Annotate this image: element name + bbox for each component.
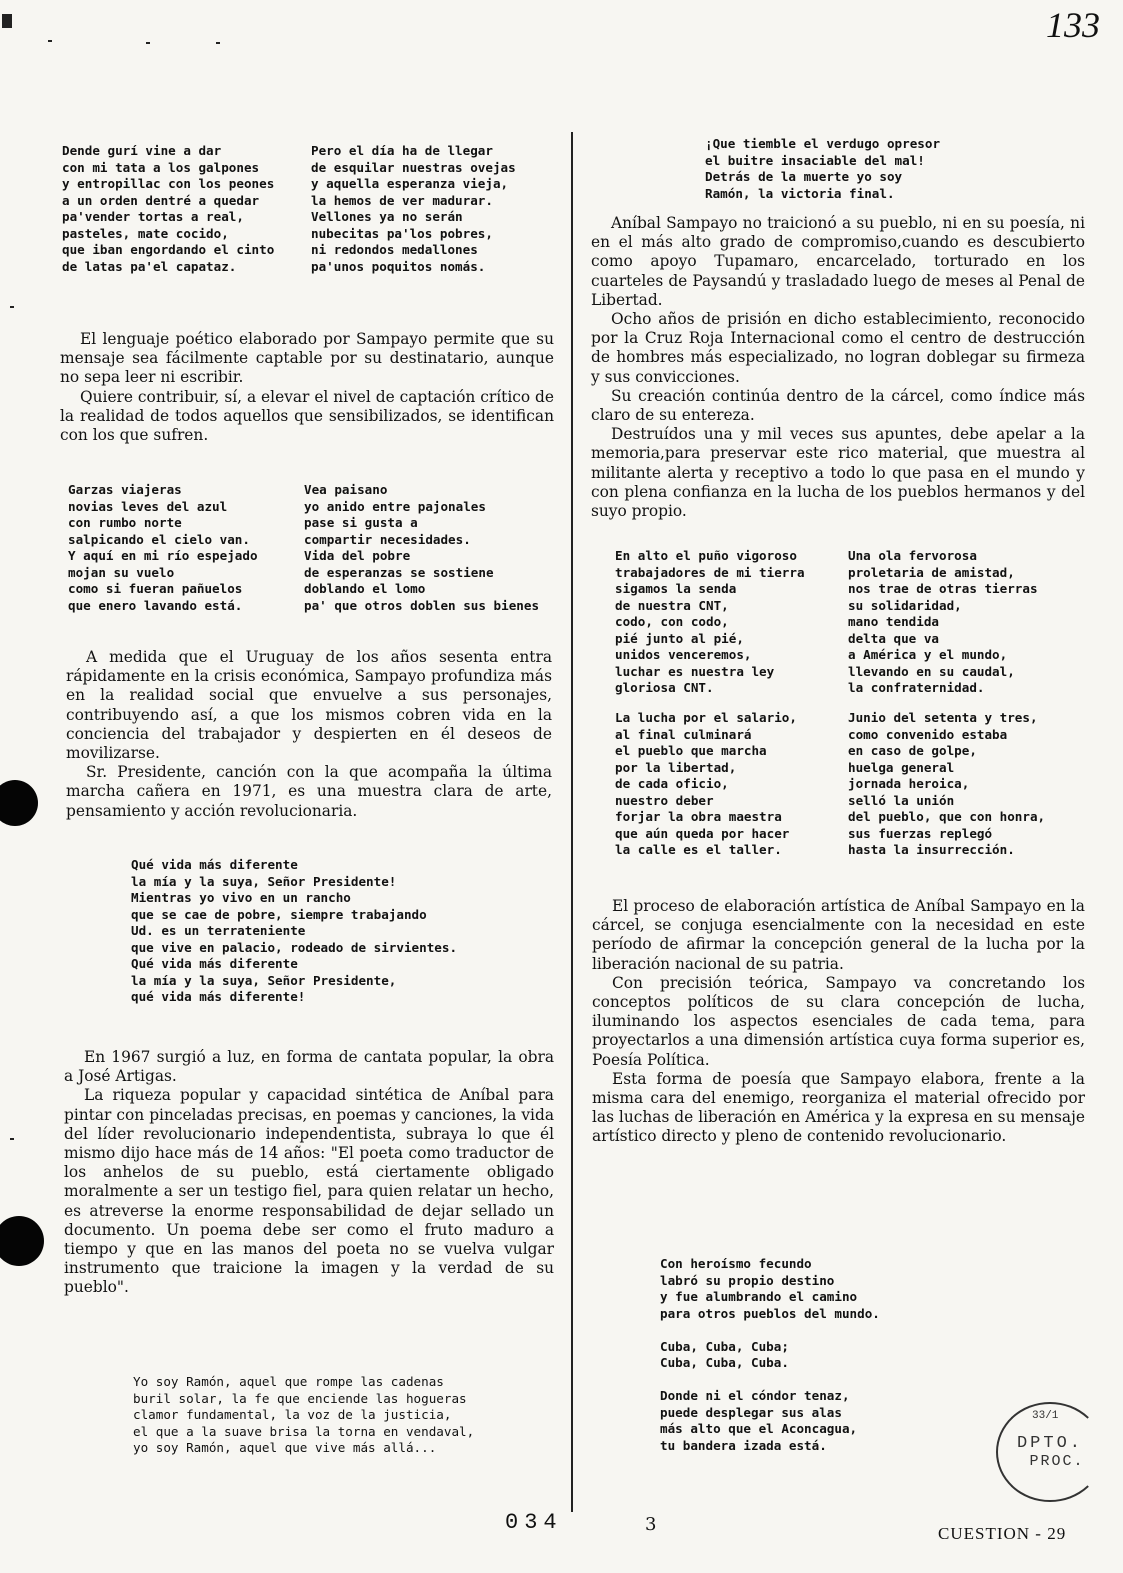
verse-line: forjar la obra maestra xyxy=(615,809,782,824)
paragraph: Con precisión teórica, Sampayo va concretando los conceptos políticos de su clara concepción de lucha, iluminando los aspectos esenciales de cada tema, para proyectarlos a una dimensión artística cuya forma superior es, Poesía Política. xyxy=(592,973,1085,1069)
paragraph: Esta forma de poesía que Sampayo elabora, frente a la misma cara del enemigo, reorganiza el material ofrecido por las luchas de liberación en América y la expresa en su mensaje artístico directo y pleno de contenido revolucionario. xyxy=(592,1069,1085,1146)
verse-line: Ramón, la victoria final. xyxy=(705,185,895,201)
verse-line: Vida del pobre xyxy=(304,548,411,563)
verse-line: que aún queda por hacer xyxy=(615,825,790,841)
verse-line xyxy=(660,1372,880,1389)
verse-line: Ud. es un terrateniente xyxy=(131,923,306,938)
verse-line: Detrás de la muerte yo soy xyxy=(705,169,903,184)
verse-line: la hemos de ver madurar. xyxy=(311,192,493,208)
paragraph: A medida que el Uruguay de los años sesenta entra rápidamente en la crisis económica, Sampayo profundiza más en la realidad social que envuelve a sus personajes, contribuyendo así, a que los mismos cobren vida en la conciencia del trabajador y despierten en él deseos de movilizarse. xyxy=(66,648,552,763)
verse-line: la mía y la suya, Señor Presidente, xyxy=(131,972,397,988)
verse-line: el buitre insaciable del mal! xyxy=(705,152,925,168)
left-verse-1-a xyxy=(62,143,274,275)
verse-line: por la libertad, xyxy=(615,759,737,775)
verse-line: de latas pa'el capataz. xyxy=(62,258,237,274)
verse-line: Dende gurí vine a dar xyxy=(62,143,222,158)
verse-line: doblando el lomo xyxy=(304,581,426,596)
verse-line: puede desplegar sus alas xyxy=(660,1404,842,1420)
verse-line: nubecitas pa'los pobres, xyxy=(311,225,493,241)
verse-line: pasteles, mate cocido, xyxy=(62,225,229,241)
left-verse-2-a xyxy=(68,482,258,614)
paragraph: La riqueza popular y capacidad sintética de Aníbal para pintar con pinceladas precisas, en poemas y canciones, la vida del líder revolucionario independentista, subraya lo que él mismo dijo hace más de 14 años: "El poeta como traductor de los anhelos de su pueblo, está ciertamente obligado moralmente a ser un testigo fiel, para quien relatar un hecho, es atreverse la enorme responsabilidad de dejar sellado un documento. Un poema debe ser como el fruto maduro a tiempo y que en las manos del poeta no se vuelva vulgar instrumento que traicione la imagen y la verdad de su pueblo". xyxy=(64,1086,554,1297)
verse-line: Pero el día ha de llegar xyxy=(311,143,493,158)
verse-line: qué vida más diferente! xyxy=(131,989,306,1004)
paragraph: Ocho años de prisión en dicho establecimiento, reconocido por la Cruz Roja Internacional como el centro de destrucción de hombres más especializado, no logran doblegar su firmeza y sus convicciones. xyxy=(591,310,1085,386)
verse-line: para otros pueblos del mundo. xyxy=(660,1305,880,1321)
verse-line: clamor fundamental, la voz de la justicia, xyxy=(133,1407,452,1422)
archive-number: 034 xyxy=(505,1510,563,1535)
verse-line: novias leves del azul xyxy=(68,498,228,514)
verse-line: mojan su vuelo xyxy=(68,564,175,580)
right-verse-2-b2 xyxy=(848,710,1045,859)
verse-line: delta que va xyxy=(848,630,939,646)
scan-speck xyxy=(48,40,52,42)
verse-line: como convenido estaba xyxy=(848,726,1008,742)
left-paragraph-2 xyxy=(66,648,552,821)
paragraph: Destruídos una y mil veces sus apuntes, debe apelar a la memoria,para preservar este rico material, que muestra al militante alerta y receptivo a todo lo que pasa en el mundo y con plena confianza en la lucha de los pueblos hermanos y del suyo propio. xyxy=(591,425,1085,521)
stamp-number: 33/1 xyxy=(1032,1410,1059,1422)
verse-line: el pueblo que marcha xyxy=(615,743,767,758)
paragraph: En 1967 surgió a luz, en forma de cantata popular, la obra a José Artigas. xyxy=(64,1048,554,1086)
verse-line: como si fueran pañuelos xyxy=(68,581,243,596)
page-footer: CUESTION - 29 xyxy=(938,1524,1067,1543)
verse-line: yo soy Ramón, aquel que vive más allá... xyxy=(133,1440,437,1455)
left-verse-4 xyxy=(133,1374,474,1457)
verse-line: de cada oficio, xyxy=(615,776,729,791)
verse-line: gloriosa CNT. xyxy=(615,680,714,695)
verse-line: nuestro deber xyxy=(615,792,714,808)
punch-hole-bottom xyxy=(0,1216,44,1266)
verse-line: que iban engordando el cinto xyxy=(62,242,275,257)
department-stamp xyxy=(996,1402,1104,1502)
verse-line: y aquella esperanza vieja, xyxy=(311,176,509,191)
verse-line: sigamos la senda xyxy=(615,581,737,596)
verse-line: Una ola fervorosa xyxy=(848,548,977,563)
verse-line: nos trae de otras tierras xyxy=(848,581,1038,596)
verse-line: buril solar, la fe que enciende las hogueras xyxy=(133,1390,467,1406)
paragraph: Aníbal Sampayo no traicionó a su pueblo, ni en su poesía, ni en el más alto grado de compromiso,cuando es descubierto como apoyo Tupamaro, encarcelado, torturado en los cuarteles de Paysandú y trasladado luego de meses al Penal de Libertad. xyxy=(591,214,1085,309)
left-verse-2-b xyxy=(304,482,539,614)
verse-line: proletaria de amistad, xyxy=(848,564,1015,580)
verse-line: al final culminará xyxy=(615,726,752,742)
left-verse-1-b xyxy=(311,143,516,275)
verse-line: La lucha por el salario, xyxy=(615,710,797,725)
verse-line: jornada heroica, xyxy=(848,776,970,791)
verse-line: y fue alumbrando el camino xyxy=(660,1289,858,1304)
right-paragraph-1 xyxy=(591,214,1085,521)
verse-line: Con heroísmo fecundo xyxy=(660,1256,812,1271)
verse-line: tu bandera izada está. xyxy=(660,1437,827,1453)
verse-line: con rumbo norte xyxy=(68,515,182,530)
verse-line: Junio del setenta y tres, xyxy=(848,710,1038,725)
verse-line: labró su propio destino xyxy=(660,1272,835,1288)
verse-line: que vive en palacio, rodeado de sirvientes. xyxy=(131,939,458,955)
right-verse-3 xyxy=(660,1256,880,1454)
right-verse-1 xyxy=(705,136,940,202)
verse-line: del pueblo, que con honra, xyxy=(848,809,1046,824)
verse-line: salpicando el cielo van. xyxy=(68,531,250,547)
verse-line: a América y el mundo, xyxy=(848,647,1008,662)
scan-speck xyxy=(146,42,150,44)
scan-speck xyxy=(10,1138,14,1140)
column-divider xyxy=(571,132,573,1512)
verse-line: pa'vender tortas a real, xyxy=(62,209,244,224)
verse-line: Yo soy Ramón, aquel que rompe las cadenas xyxy=(133,1374,444,1389)
right-paragraph-2 xyxy=(592,897,1085,1147)
verse-line: Y aquí en mi río espejado xyxy=(68,548,258,563)
verse-line: a un orden dentré a quedar xyxy=(62,192,260,208)
verse-line: su solidaridad, xyxy=(848,597,962,613)
verse-line: en caso de golpe, xyxy=(848,743,977,758)
verse-line: y entropillac con los peones xyxy=(62,176,275,191)
scan-speck xyxy=(10,306,14,308)
paragraph: Su creación continúa dentro de la cárcel, como índice más claro de su entereza. xyxy=(591,386,1085,425)
verse-line: la confraternidad. xyxy=(848,680,985,695)
stamp-line-2: PROC. xyxy=(1029,1453,1085,1470)
verse-line: Cuba, Cuba, Cuba; xyxy=(660,1338,789,1354)
verse-line: En alto el puño vigoroso xyxy=(615,548,797,563)
verse-line: huelga general xyxy=(848,759,955,775)
stamp-line-1: DPTO. xyxy=(1016,1434,1083,1453)
verse-line: trabajadores de mi tierra xyxy=(615,564,805,580)
paragraph: El lenguaje poético elaborado por Sampayo permite que su mensaje sea fácilmente captable por su destinatario, aunque no sepa leer ni escribir. xyxy=(60,330,554,387)
verse-line: llevando en su caudal, xyxy=(848,663,1015,679)
right-verse-2-a2 xyxy=(615,710,797,859)
verse-line: Vea paisano xyxy=(304,482,388,497)
verse-line: pa' que otros doblen sus bienes xyxy=(304,597,540,613)
verse-line: Qué vida más diferente xyxy=(131,857,298,872)
verse-line: la calle es el taller. xyxy=(615,842,782,857)
verse-line: ¡Que tiemble el verdugo opresor xyxy=(705,136,941,151)
verse-line: Qué vida más diferente xyxy=(131,956,298,971)
paragraph: Quiere contribuir, sí, a elevar el nivel de captación crítico de la realidad de todos aquellos que sensibilizados, se identifican con los que sufren. xyxy=(60,387,554,445)
verse-line: la mía y la suya, Señor Presidente! xyxy=(131,873,397,889)
verse-line: que enero lavando está. xyxy=(68,597,243,613)
verse-line: Mientras yo vivo en un rancho xyxy=(131,890,351,905)
verse-line xyxy=(660,1322,880,1339)
left-paragraph-1 xyxy=(60,330,554,445)
paragraph: Sr. Presidente, canción con la que acompaña la última marcha cañera en 1971, es una muestra clara de arte, pensamiento y acción revolucionaria. xyxy=(66,763,552,820)
verse-line: pa'unos poquitos nomás. xyxy=(311,258,486,274)
verse-line: de esquilar nuestras ovejas xyxy=(311,159,516,175)
verse-line: unidos venceremos, xyxy=(615,647,752,662)
paragraph: El proceso de elaboración artística de Aníbal Sampayo en la cárcel, se conjuga esencialmente con la necesidad en este período de afirmar la concepción general de la lucha por la liberación nacional de su patria. xyxy=(592,897,1085,973)
verse-line: Vellones ya no serán xyxy=(311,209,463,224)
verse-line: con mi tata a los galpones xyxy=(62,159,260,175)
verse-line: luchar es nuestra ley xyxy=(615,663,775,679)
verse-line: yo anido entre pajonales xyxy=(304,498,486,514)
verse-line: sus fuerzas replegó xyxy=(848,825,993,841)
verse-line: que se cae de pobre, siempre trabajando xyxy=(131,906,427,922)
verse-line: el que a la suave brisa la torna en vendaval, xyxy=(133,1423,475,1439)
verse-line: codo, con codo, xyxy=(615,614,729,629)
scan-speck xyxy=(216,42,220,44)
verse-line: hasta la insurrección. xyxy=(848,842,1015,857)
verse-line: más alto que el Aconcagua, xyxy=(660,1421,858,1436)
verse-line: Donde ni el cóndor tenaz, xyxy=(660,1388,850,1403)
verse-line: pase si gusta a xyxy=(304,515,418,530)
scan-speck xyxy=(2,14,12,28)
verse-line: de esperanzas se sostiene xyxy=(304,564,494,580)
verse-line: mano tendida xyxy=(848,614,939,629)
verse-line: Garzas viajeras xyxy=(68,482,182,497)
left-paragraph-3 xyxy=(64,1048,554,1298)
punch-hole-top xyxy=(0,780,38,826)
stray-mark: 3 xyxy=(645,1514,657,1535)
verse-line: Cuba, Cuba, Cuba. xyxy=(660,1355,789,1370)
handwritten-page-number: 133 xyxy=(1046,5,1100,45)
verse-line: selló la unión xyxy=(848,792,955,808)
verse-line: ni redondos medallones xyxy=(311,242,478,257)
verse-line: compartir necesidades. xyxy=(304,531,471,547)
verse-line: de nuestra CNT, xyxy=(615,597,729,613)
verse-line: pié junto al pié, xyxy=(615,630,744,646)
right-verse-2-b1 xyxy=(848,548,1038,697)
right-verse-2-a1 xyxy=(615,548,805,697)
left-verse-3 xyxy=(131,857,457,1006)
